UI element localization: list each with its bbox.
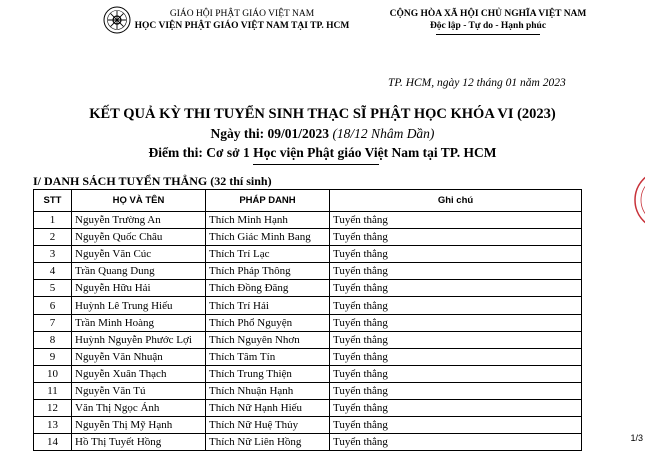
page-number: 1/3 (630, 433, 643, 443)
cell-dharma-name: Thích Pháp Thông (206, 263, 330, 280)
cell-stt: 9 (34, 348, 72, 365)
cell-note: Tuyển thẳng (330, 280, 582, 297)
cell-stt: 11 (34, 382, 72, 399)
table-row (34, 246, 582, 263)
exam-site: Điểm thi: Cơ sở 1 Học viện Phật giáo Việt Nam tại TP. HCM (148, 145, 497, 160)
cell-dharma-name: Thích Phổ Nguyện (206, 314, 330, 331)
cell-name: Huỳnh Nguyễn Phước Lợi (72, 331, 206, 348)
cell-dharma-name: Thích Nguyên Nhơn (206, 331, 330, 348)
cell-name: Trần Quang Dung (72, 263, 206, 280)
exam-date (0, 126, 645, 142)
page-title: KẾT QUẢ KỲ THI TUYỂN SINH THẠC SĨ PHẬT HỌC KHÓA VI (2023) (89, 106, 556, 122)
cell-stt: 7 (34, 314, 72, 331)
table-row (34, 212, 582, 229)
cell-name: Nguyễn Quốc Châu (72, 229, 206, 246)
cell-note: Tuyển thẳng (330, 400, 582, 417)
col-header-name: HỌ VÀ TÊN (72, 190, 206, 212)
table-row (34, 263, 582, 280)
org-name-line2: HỌC VIỆN PHẬT GIÁO VIỆT NAM TẠI TP. HCM (134, 21, 350, 31)
cell-note: Tuyển thẳng (330, 263, 582, 280)
table-row (34, 417, 582, 434)
cell-dharma-name: Thích Đồng Đăng (206, 280, 330, 297)
table-row (34, 331, 582, 348)
cell-name: Nguyễn Trường An (72, 212, 206, 229)
cell-stt: 12 (34, 400, 72, 417)
cell-dharma-name: Thích Nữ Huệ Thủy (206, 417, 330, 434)
cell-dharma-name: Thích Nhuận Hạnh (206, 382, 330, 399)
date-place: TP. HCM, ngày 12 tháng 01 năm 2023 (388, 77, 566, 89)
cell-note: Tuyển thẳng (330, 331, 582, 348)
cell-note: Tuyển thẳng (330, 297, 582, 314)
cell-note: Tuyển thẳng (330, 348, 582, 365)
table-row (34, 434, 582, 451)
table-row (34, 348, 582, 365)
cell-dharma-name: Thích Minh Hạnh (206, 212, 330, 229)
cell-dharma-name: Thích Trí Hải (206, 297, 330, 314)
admission-table (33, 189, 582, 451)
table-row (34, 229, 582, 246)
exam-date-lunar: (18/12 Nhâm Dần) (332, 126, 435, 141)
cell-note: Tuyển thẳng (330, 229, 582, 246)
motto-underline (436, 34, 540, 35)
cell-name: Nguyễn Hữu Hải (72, 280, 206, 297)
republic-motto: Độc lập - Tự do - Hạnh phúc (429, 21, 547, 31)
dharma-wheel-logo-icon (103, 6, 131, 34)
cell-stt: 6 (34, 297, 72, 314)
cell-name: Nguyễn Văn Tú (72, 382, 206, 399)
table-row (34, 382, 582, 399)
cell-stt: 10 (34, 365, 72, 382)
table-row (34, 280, 582, 297)
section-title: I/ DANH SÁCH TUYỂN THẲNG (32 thí sinh) (33, 174, 272, 188)
cell-stt: 14 (34, 434, 72, 451)
col-header-note: Ghi chú (330, 190, 582, 212)
cell-stt: 8 (34, 331, 72, 348)
cell-name: Nguyễn Xuân Thạch (72, 365, 206, 382)
cell-note: Tuyển thẳng (330, 417, 582, 434)
cell-stt: 5 (34, 280, 72, 297)
table-row (34, 400, 582, 417)
cell-name: Huỳnh Lê Trung Hiếu (72, 297, 206, 314)
republic-title: CỘNG HÒA XÃ HỘI CHỦ NGHĨA VIỆT NAM (389, 9, 587, 19)
cell-dharma-name: Thích Giác Minh Bang (206, 229, 330, 246)
col-header-stt: STT (34, 190, 72, 212)
cell-stt: 4 (34, 263, 72, 280)
cell-note: Tuyển thẳng (330, 314, 582, 331)
table-header-row (34, 190, 582, 212)
cell-dharma-name: Thích Trí Lạc (206, 246, 330, 263)
red-seal-stamp-icon (633, 168, 645, 232)
cell-stt: 2 (34, 229, 72, 246)
cell-dharma-name: Thích Trung Thiện (206, 365, 330, 382)
cell-name: Văn Thị Ngọc Ánh (72, 400, 206, 417)
table-body (34, 212, 582, 451)
cell-name: Nguyễn Văn Cúc (72, 246, 206, 263)
cell-note: Tuyển thẳng (330, 365, 582, 382)
col-header-dharma-name: PHÁP DANH (206, 190, 330, 212)
cell-dharma-name: Thích Nữ Hạnh Hiếu (206, 400, 330, 417)
cell-stt: 13 (34, 417, 72, 434)
table-row (34, 297, 582, 314)
cell-stt: 3 (34, 246, 72, 263)
cell-note: Tuyển thẳng (330, 382, 582, 399)
cell-dharma-name: Thích Tâm Tín (206, 348, 330, 365)
exam-date-label: Ngày thi: 09/01/2023 (210, 126, 330, 141)
table-row (34, 314, 582, 331)
cell-name: Nguyễn Văn Nhuận (72, 348, 206, 365)
cell-dharma-name: Thích Nữ Liên Hồng (206, 434, 330, 451)
cell-name: Trần Minh Hoàng (72, 314, 206, 331)
table-row (34, 365, 582, 382)
cell-note: Tuyển thẳng (330, 434, 582, 451)
cell-stt: 1 (34, 212, 72, 229)
cell-name: Hồ Thị Tuyết Hồng (72, 434, 206, 451)
cell-note: Tuyển thẳng (330, 246, 582, 263)
org-name-line1: GIÁO HỘI PHẬT GIÁO VIỆT NAM (169, 9, 315, 19)
cell-name: Nguyễn Thị Mỹ Hạnh (72, 417, 206, 434)
cell-note: Tuyển thẳng (330, 212, 582, 229)
site-underline (253, 164, 379, 165)
